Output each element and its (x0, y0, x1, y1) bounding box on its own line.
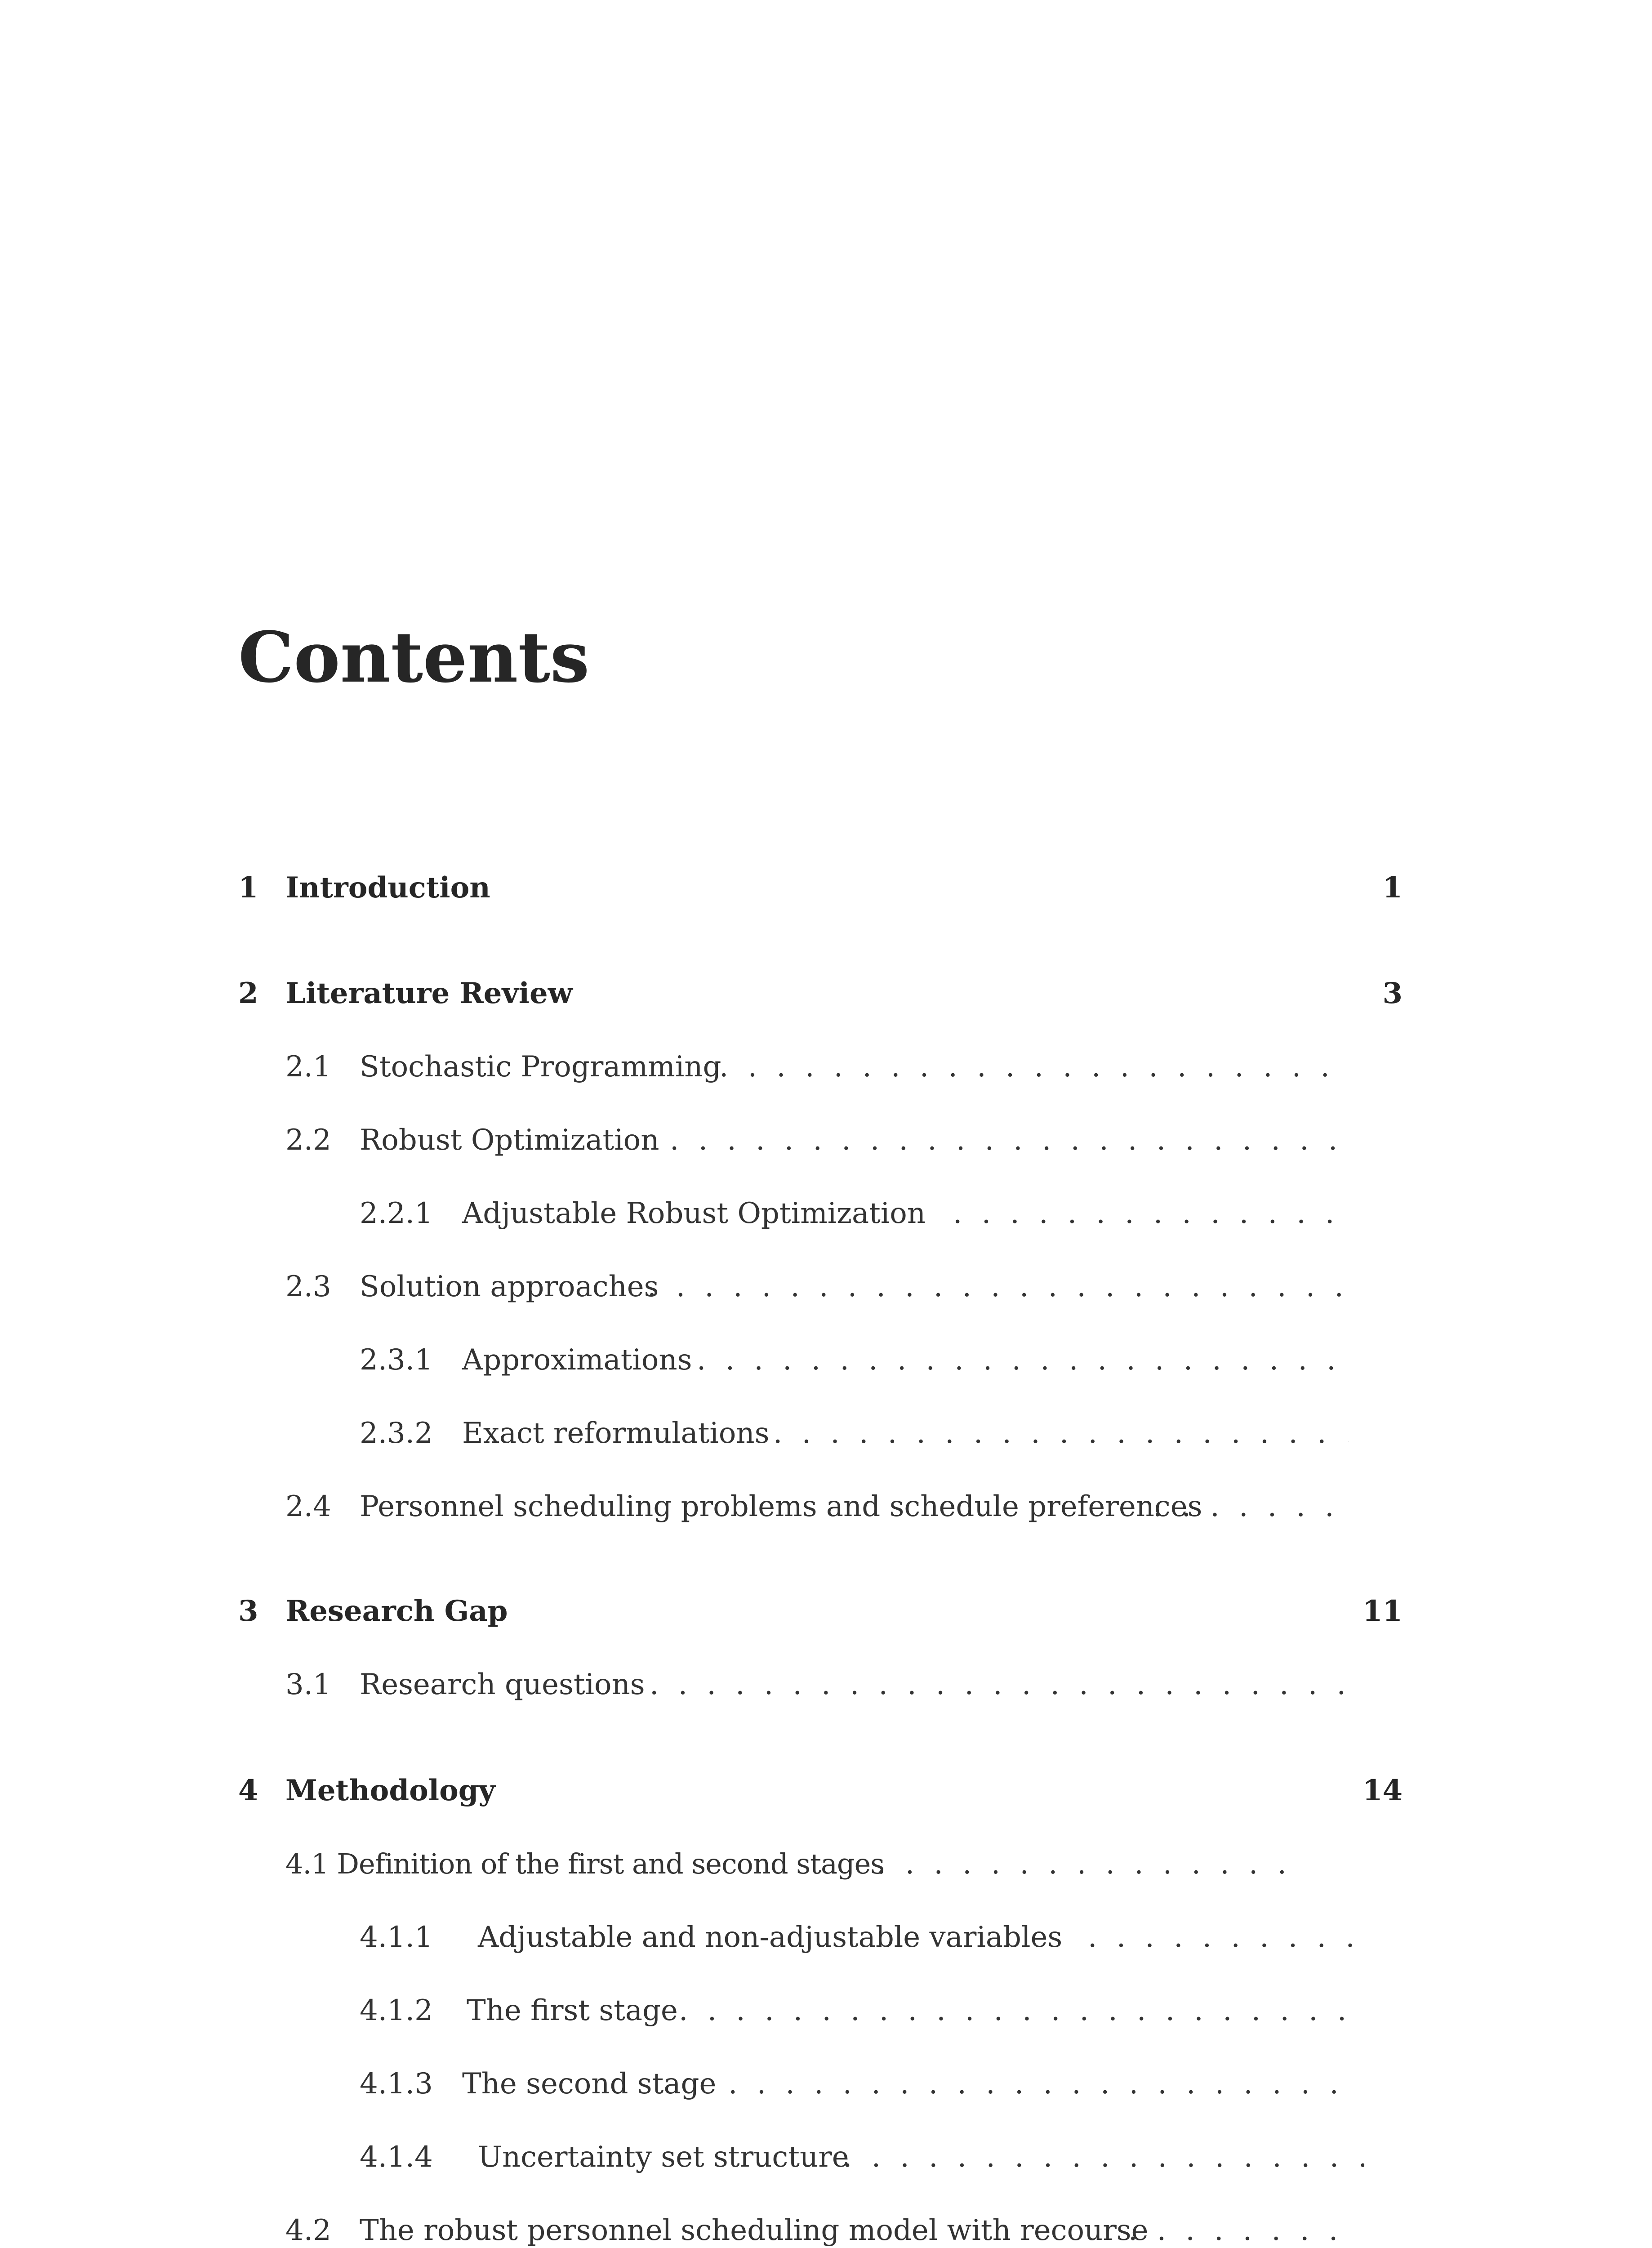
dot-leader (670, 1118, 1349, 1163)
toc-chapter-2[interactable] (0, 971, 1652, 1016)
subsection-title: The second stage (462, 2067, 717, 2101)
chapter-number: 3 (238, 1594, 258, 1628)
page-title: Contents (238, 616, 590, 698)
page-number: 14 (1362, 1774, 1403, 1807)
section-number: 2.1 (285, 1050, 331, 1084)
chapter-title: Research Gap (285, 1594, 508, 1628)
dot-leader (1153, 1484, 1349, 1529)
page-number: 11 (1362, 1594, 1403, 1628)
section-title: The robust personnel scheduling model with recourse (360, 2214, 1149, 2247)
subsection-title: The first stage (467, 1994, 678, 2027)
section-title: Robust Optimization (360, 1124, 659, 1157)
toc-section-3-1[interactable] (0, 1662, 1652, 1707)
subsection-number: 2.3.1 (360, 1343, 433, 1377)
subsection-title: Exact reformulations (462, 1417, 770, 1450)
subsection-number: 4.1.3 (360, 2067, 433, 2101)
chapter-title: Introduction (285, 871, 490, 905)
toc-subsection-4-1-4[interactable] (0, 2135, 1652, 2180)
toc-subsection-2-3-1[interactable] (0, 1338, 1652, 1383)
dot-leader (1088, 1915, 1358, 1960)
section-title: Solution approaches (360, 1270, 659, 1303)
chapter-number: 2 (238, 977, 258, 1010)
subsection-number: 4.1.2 (360, 1994, 433, 2027)
toc-section-2-4[interactable] (0, 1484, 1652, 1529)
dot-leader (647, 1264, 1349, 1309)
dot-leader (679, 1988, 1358, 2033)
subsection-number: 2.3.2 (360, 1417, 433, 1450)
subsection-title: Adjustable Robust Optimization (462, 1197, 926, 1230)
subsection-number: 4.1.1 (360, 1921, 433, 1954)
dot-leader (719, 1044, 1349, 1089)
toc-chapter-4[interactable] (0, 1768, 1652, 1813)
subsection-title: Approximations (462, 1343, 692, 1377)
toc-chapter-3[interactable] (0, 1589, 1652, 1634)
section-number: 2.2 (285, 1124, 331, 1157)
dot-leader (877, 1842, 1304, 1887)
subsection-number: 2.2.1 (360, 1197, 433, 1230)
toc-subsection-4-1-1[interactable] (0, 1915, 1652, 1960)
chapter-number: 1 (238, 871, 258, 905)
dot-leader (773, 1411, 1349, 1456)
section-number: 2.3 (285, 1270, 331, 1303)
toc-section-2-2[interactable] (0, 1118, 1652, 1163)
toc-subsection-4-1-2[interactable] (0, 1988, 1652, 2033)
subsection-title: Adjustable and non-adjustable variables (478, 1921, 1063, 1954)
chapter-number: 4 (238, 1774, 258, 1807)
section-title: Personnel scheduling problems and schedule preferences (360, 1490, 1202, 1523)
toc-subsection-2-3-2[interactable] (0, 1411, 1652, 1456)
dot-leader (953, 1191, 1349, 1236)
dot-leader (843, 2135, 1364, 2180)
toc-section-2-1[interactable] (0, 1044, 1652, 1089)
toc-subsection-2-2-1[interactable] (0, 1191, 1652, 1236)
toc-section-4-2[interactable] (0, 2208, 1652, 2248)
dot-leader (728, 2061, 1349, 2106)
section-title: 4.1 Definition of the first and second stages (285, 1847, 885, 1880)
page-number: 3 (1382, 977, 1403, 1010)
page-number: 1 (1382, 871, 1403, 905)
dot-leader (650, 1662, 1349, 1707)
toc-subsection-4-1-3[interactable] (0, 2061, 1652, 2106)
section-number: 2.4 (285, 1490, 331, 1523)
dot-leader (1128, 2208, 1349, 2248)
section-title: Stochastic Programming (360, 1050, 721, 1084)
section-number: 4.2 (285, 2214, 331, 2247)
subsection-title: Uncertainty set structure (478, 2141, 849, 2174)
section-number: 3.1 (285, 1668, 331, 1701)
toc-chapter-1[interactable] (0, 865, 1652, 910)
subsection-number: 4.1.4 (360, 2141, 433, 2174)
toc-section-2-3[interactable] (0, 1264, 1652, 1309)
toc-section-4-1[interactable] (0, 1842, 1652, 1887)
dot-leader (697, 1338, 1349, 1383)
chapter-title: Methodology (285, 1774, 495, 1807)
section-title: Research questions (360, 1668, 645, 1701)
chapter-title: Literature Review (285, 977, 573, 1010)
